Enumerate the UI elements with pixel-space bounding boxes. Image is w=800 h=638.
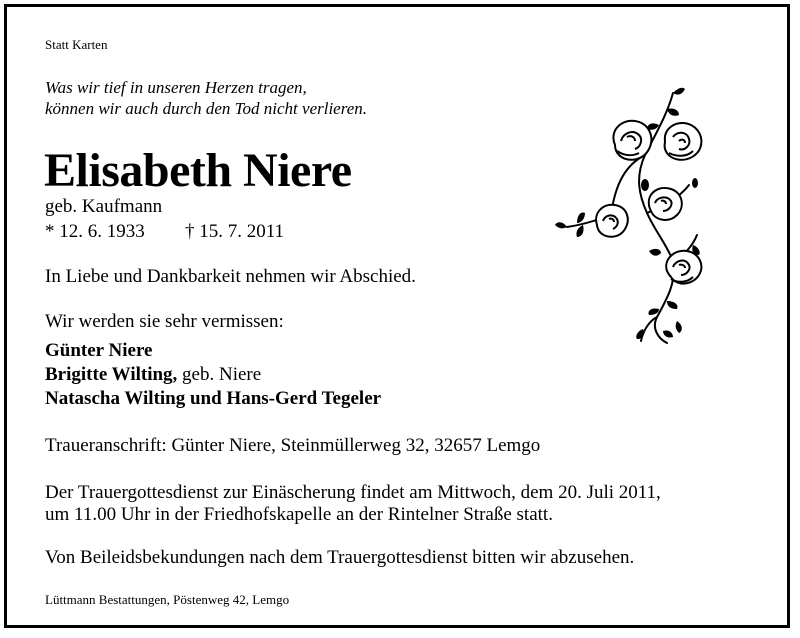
motto-line-2: können wir auch durch den Tod nicht verlieren. (45, 99, 368, 118)
farewell-text: In Liebe und Dankbarkeit nehmen wir Abschied. (45, 266, 416, 287)
mourning-address: Traueranschrift: Günter Niere, Steinmüllerweg 32, 32657 Lemgo (45, 435, 541, 456)
mourner-3: Natascha Wilting und Hans-Gerd Tegeler (45, 388, 382, 409)
condolence-note: Von Beileidsbekundungen nach dem Trauergottesdienst bitten wir abzusehen. (45, 547, 635, 568)
mourner-2-suffix: geb. Niere (182, 364, 262, 385)
mourner-1: Günter Niere (45, 340, 153, 361)
roses-icon (555, 85, 715, 347)
deceased-name: Elisabeth Niere (44, 144, 352, 197)
mourner-2-name: Brigitte Wilting, (45, 364, 178, 385)
service-line-1: Der Trauergottesdienst zur Einäscherung findet am Mittwoch, dem 20. Juli 2011, (45, 482, 661, 503)
birth-date: * 12. 6. 1933 (45, 221, 145, 242)
statt-karten-label: Statt Karten (45, 37, 108, 52)
birth-name: geb. Kaufmann (45, 196, 163, 217)
service-line-2: um 11.00 Uhr in der Friedhofskapelle an der Rintelner Straße statt. (45, 504, 553, 525)
mourner-2 (45, 364, 261, 386)
miss-line: Wir werden sie sehr vermissen: (45, 311, 284, 332)
obituary-card (4, 4, 790, 628)
death-date: † 15. 7. 2011 (185, 221, 285, 242)
motto-line-1: Was wir tief in unseren Herzen tragen, (45, 78, 307, 97)
funeral-home-footer: Lüttmann Bestattungen, Pöstenweg 42, Lemgo (45, 592, 290, 607)
